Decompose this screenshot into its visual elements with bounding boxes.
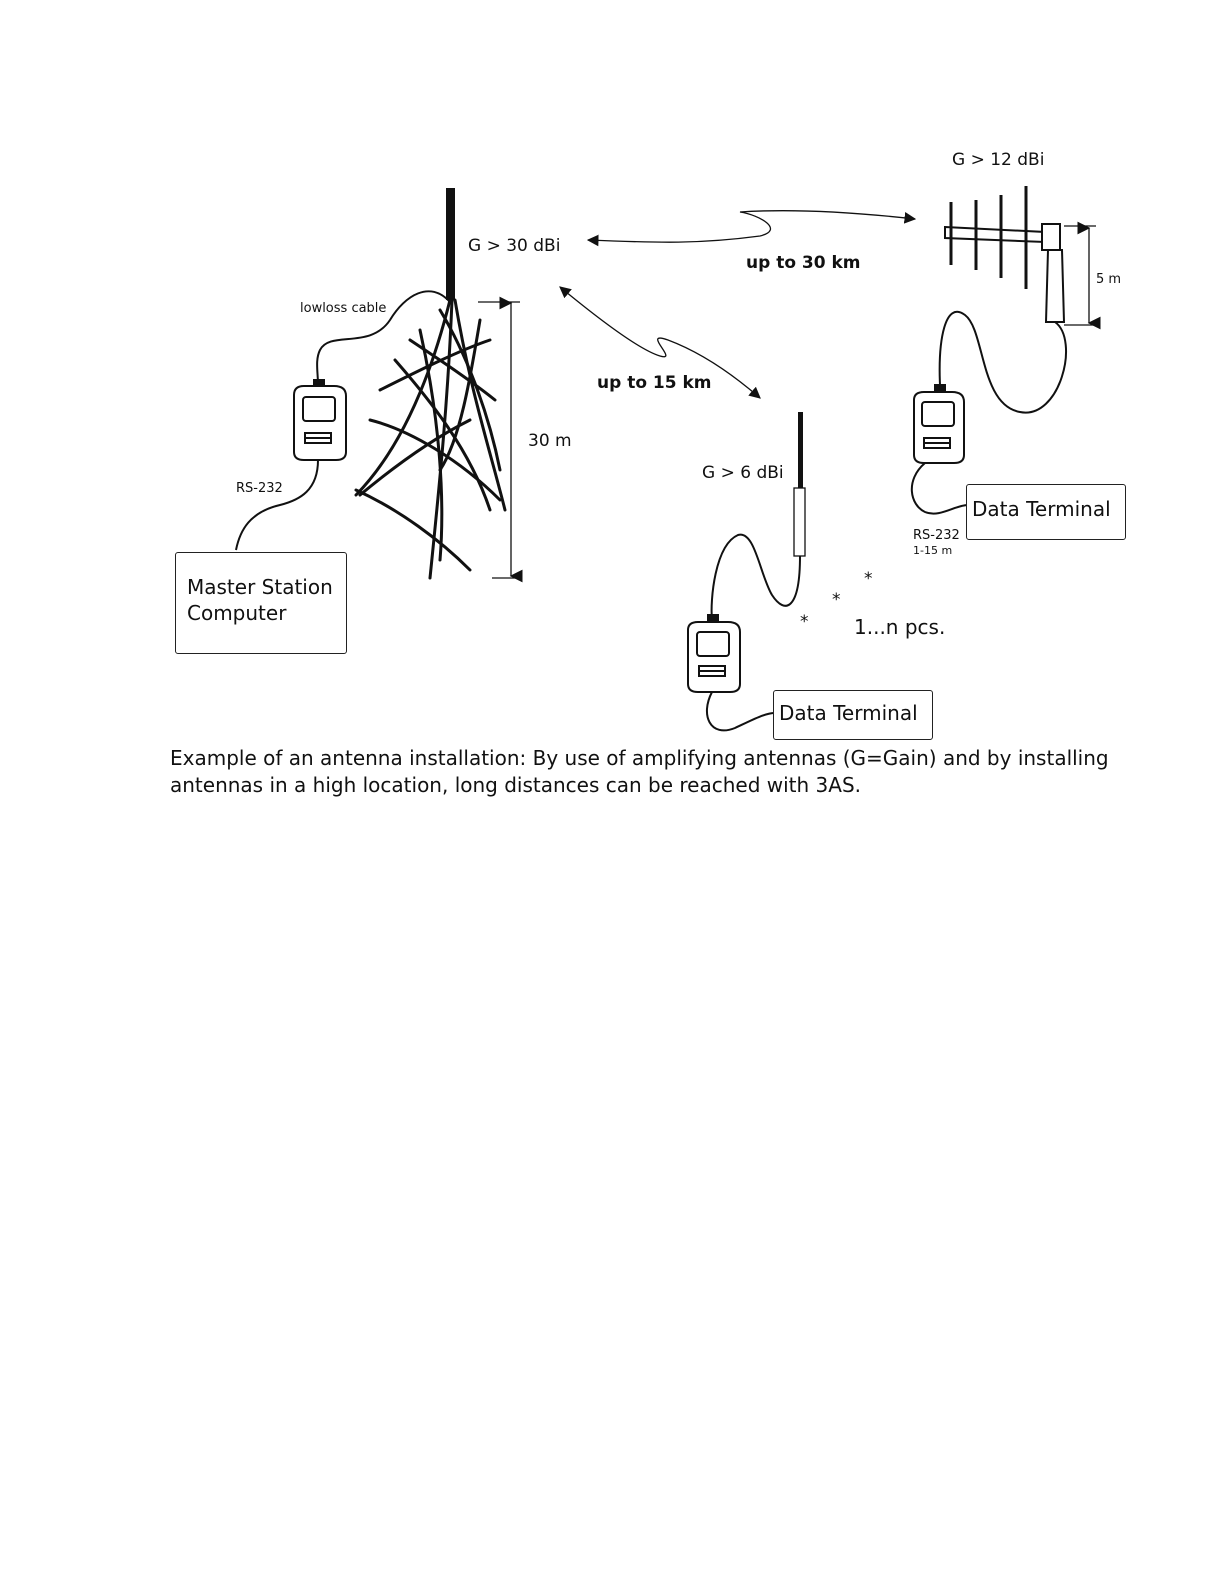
rs232-master-label: RS-232 [236,481,283,496]
asterisk-1: * [864,569,873,589]
whip-antenna-icon [794,412,805,556]
bottom-terminal-cable [707,692,775,730]
gain-master-label: G > 30 dBi [468,236,561,256]
yagi-height-label: 5 m [1096,272,1122,287]
remote-modem-bottom-icon [688,615,740,692]
yagi-height-dimension [1064,226,1096,325]
master-antenna [446,188,455,300]
figure-caption: Example of an antenna installation: By use of amplifying antennas (G=Gain) and by installing antennas in a high location, long distances can be reached with 3AS. [170,746,1109,797]
asterisk-3: * [800,612,809,632]
data-terminal-bottom-label: Data Terminal [779,701,918,725]
rs232-remote-length-label: 1-15 m [913,544,953,557]
master-station-line1: Master Station [187,575,333,599]
data-terminal-right-label: Data Terminal [972,497,1111,521]
range-15km-label: up to 15 km [597,373,712,393]
lattice-tower-icon [356,300,505,578]
rs232-remote-right-cable [912,463,968,514]
gain-whip-label: G > 6 dBi [702,463,784,483]
rs232-remote-label: RS-232 [913,528,960,543]
gain-yagi-label: G > 12 dBi [952,150,1045,170]
count-label: 1...n pcs. [854,615,946,639]
data-terminal-right-box [966,484,1126,540]
whip-cable [712,535,800,620]
range-30km-label: up to 30 km [746,253,861,273]
rs232-master-cable [236,460,318,550]
yagi-antenna-icon [945,186,1064,322]
master-station-line2: Computer [187,601,287,625]
asterisk-2: * [832,590,841,610]
data-terminal-bottom-box [773,690,933,740]
link-arrow-30km [588,211,915,243]
master-station-box [175,552,347,654]
lowloss-cable-label: lowloss cable [300,301,387,316]
master-modem-icon [294,380,346,460]
mast-height-label: 30 m [528,431,572,451]
remote-modem-right-icon [914,385,964,463]
